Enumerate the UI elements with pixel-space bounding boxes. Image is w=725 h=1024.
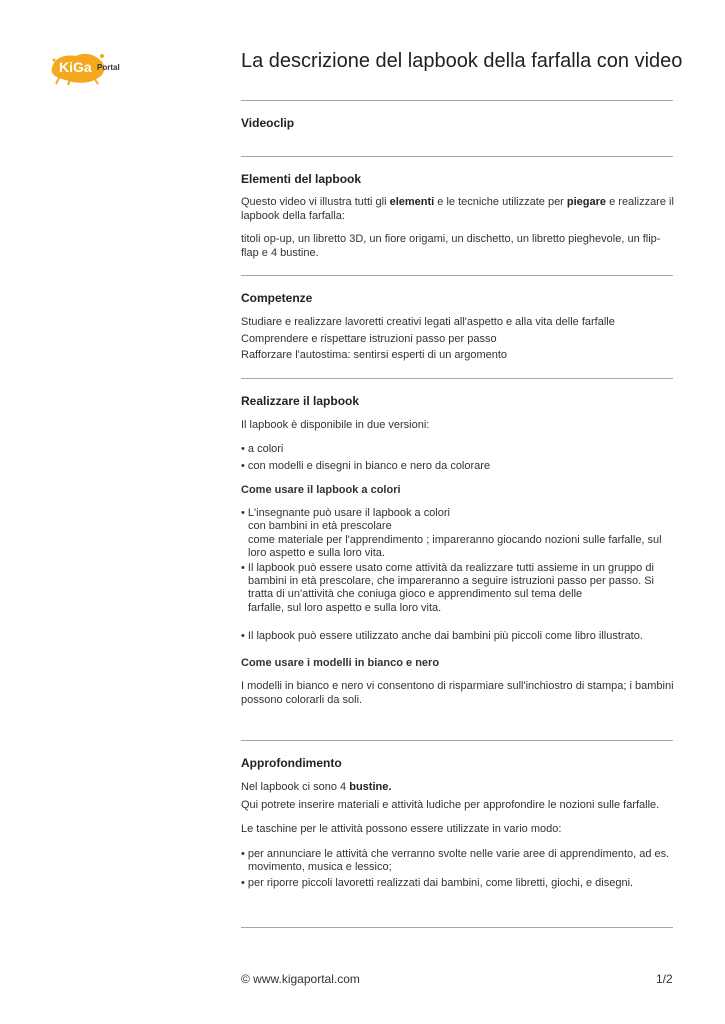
text: e le tecniche utilizzate per (434, 196, 567, 209)
colori-bullet-2: • Il lapbook può essere usato come attività da realizzare tutti assieme in un gruppo di bambini in età prescolare, che impareranno a seguire istruzioni passo per passo. Si tratta di un'attività che coniuga gioco e apprendimento sul tema delle (241, 561, 654, 601)
divider (241, 156, 673, 157)
competenze-section (241, 292, 677, 363)
realizzare-heading: Realizzare il lapbook (241, 394, 360, 408)
bn-text: I modelli in bianco e nero vi consentono di risparmiare sull'inchiostro di stampa; i bambini possono colorarli da soli. (241, 680, 674, 706)
colori-bullet-1-line1: • L'insegnante può usare il lapbook a colori (241, 507, 450, 520)
approfondimento-line-3: Le taschine per le attività possono essere utilizzate in vario modo: (241, 823, 562, 836)
competenze-line: Rafforzare l'autostima: sentirsi esperti di un argomento (241, 349, 508, 362)
divider (241, 927, 673, 928)
kigaportal-logo (50, 50, 130, 86)
videoclip-heading: Videoclip (241, 116, 295, 130)
competenze-line: Comprendere e rispettare istruzioni passo per passo (241, 332, 497, 345)
bold-text: piegare (566, 196, 607, 209)
competenze-line: Studiare e realizzare lavoretti creativi legati all'aspetto e alla vita delle farfalle (241, 316, 615, 329)
elementi-section (241, 173, 677, 260)
divider (241, 100, 673, 101)
approfondimento-bullet: • per annunciare le attività che verranno svolte nelle varie aree di apprendimento, ad es. movimento, musica e lessico; (241, 847, 670, 874)
bold-text: bustine. (349, 781, 392, 794)
videoclip-section (241, 117, 677, 130)
competenze-heading: Competenze (241, 291, 313, 305)
version-item: • con modelli e disegni in bianco e nero da colorare (241, 460, 491, 473)
colori-bullet-1-line3: come materiale per l'apprendimento ; impareranno giocando nozioni sulle farfalle, sul loro aspetto e sulla loro vita. (248, 533, 662, 560)
colori-bullet-3: • Il lapbook può essere utilizzato anche dai bambini più piccoli come libro illustrato. (241, 630, 643, 643)
approfondimento-line-2: Qui potrete inserire materiali e attività ludiche per approfondire le nozioni sulle farfalle. (241, 798, 660, 811)
text: Nel lapbook ci sono 4 (241, 781, 350, 794)
realizzare-intro: Il lapbook è disponibile in due versioni: (241, 419, 430, 432)
colori-bullet-1-line2: con bambini in età prescolare (248, 520, 392, 533)
colori-heading: Come usare il lapbook a colori (241, 483, 401, 496)
approfondimento-line-1 (241, 781, 677, 794)
elementi-list-paragraph: titoli op-up, un libretto 3D, un fiore origami, un dischetto, un libretto pieghevole, un flip-flap e 4 bustine. (241, 233, 661, 259)
text: Questo video vi illustra tutti gli (241, 196, 390, 209)
elementi-paragraph (241, 196, 677, 223)
divider (241, 740, 673, 741)
approfondimento-bullet: • per riporre piccoli lavoretti realizzati dai bambini, come libretti, giochi, e disegni. (241, 877, 634, 890)
divider (241, 275, 673, 276)
colori-bullet-2-line2: farfalle, sul loro aspetto e sulla loro vita. (248, 601, 442, 614)
logo-text: KiGa (59, 59, 92, 75)
bn-heading: Come usare i modelli in bianco e nero (241, 656, 440, 669)
realizzare-section (241, 395, 677, 707)
approfondimento-section (241, 757, 677, 891)
elementi-heading: Elementi del lapbook (241, 172, 362, 186)
version-item: • a colori (241, 442, 284, 455)
logo-portal-text: Portal (97, 63, 120, 72)
footer-page-number: 1/2 (656, 972, 673, 986)
footer-site: © www.kigaportal.com (241, 972, 360, 986)
bold-text: elementi (389, 196, 435, 209)
approfondimento-heading: Approfondimento (241, 756, 342, 770)
divider (241, 378, 673, 379)
page-title: La descrizione del lapbook della farfalla con video (241, 50, 683, 72)
text: e realizzare il lapbook della farfalla: (241, 196, 674, 222)
